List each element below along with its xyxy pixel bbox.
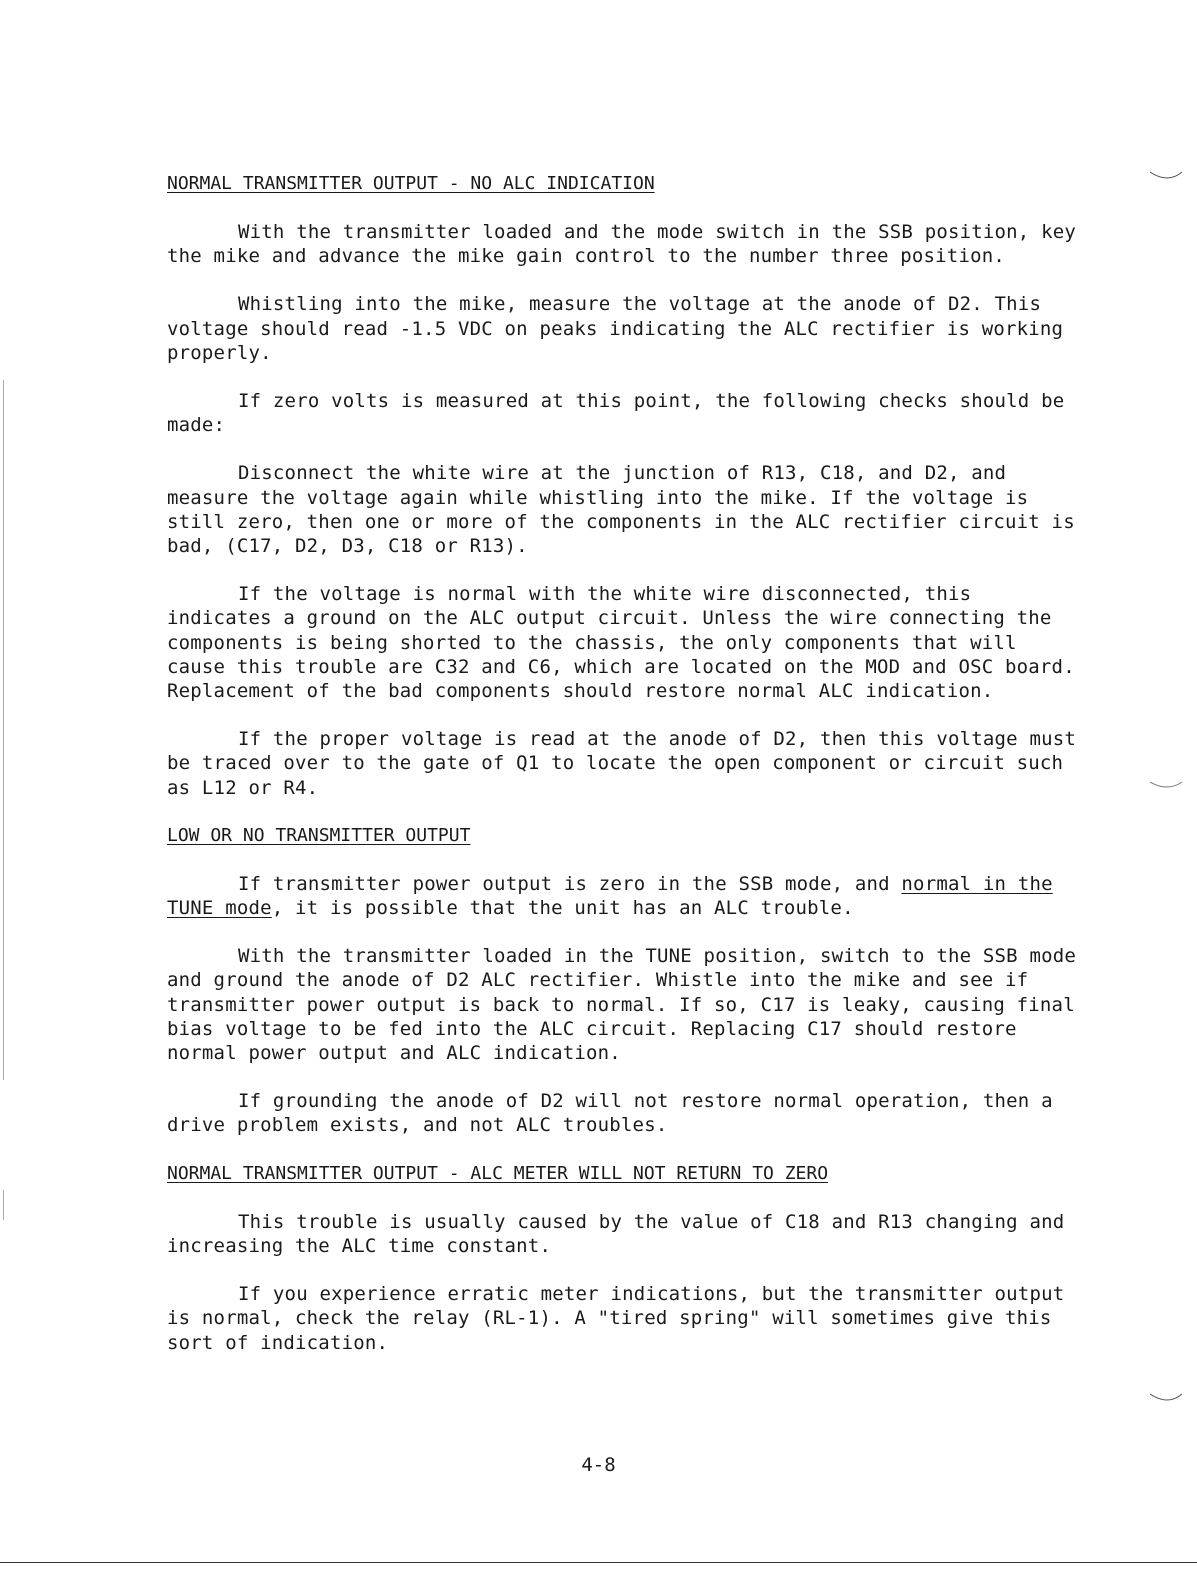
paragraph: If grounding the anode of D2 will not restore normal operation, then a drive problem exists, and not ALC troubles. xyxy=(167,1090,1053,1137)
scan-artifact-icon xyxy=(1150,170,1184,182)
paragraph-text: , it is possible that the unit has an ALC trouble. xyxy=(271,897,854,920)
paragraph: With the transmitter loaded in the TUNE position, switch to the SSB mode and ground the anode of D2 ALC rectifier. Whistle into the mike and see if transmitter power output is back to normal. If so, C17 is leaky, causing final bias voltage to be fed into the ALC circuit. Replacing C17 should restore normal power output and ALC indication. xyxy=(167,945,1077,1065)
section-heading-no-alc-indication: NORMAL TRANSMITTER OUTPUT - NO ALC INDICATION xyxy=(167,173,655,194)
paragraph: This trouble is usually caused by the value of C18 and R13 changing and increasing the ALC time constant. xyxy=(167,1210,1065,1257)
paragraph: If the proper voltage is read at the anode of D2, then this voltage must be traced over to the gate of Q1 to locate the open component or circuit such as L12 or R4. xyxy=(167,728,1077,799)
section-heading-low-or-no-output: LOW OR NO TRANSMITTER OUTPUT xyxy=(167,824,471,846)
paragraph: Whistling into the mike, measure the voltage at the anode of D2. This voltage should read -1.5 VDC on peaks indicating the ALC rectifier is working properly. xyxy=(167,293,1064,364)
scan-artifact-icon xyxy=(1150,1392,1184,1404)
scan-artifact-icon xyxy=(1150,780,1184,792)
paragraph-text: If transmitter power output is zero in the SSB mode, and xyxy=(238,872,902,895)
section-heading-alc-meter-not-zero: NORMAL TRANSMITTER OUTPUT - ALC METER WILL NOT RETURN TO ZERO xyxy=(167,1162,829,1184)
page-content xyxy=(167,172,1082,1355)
page-number: 4-8 xyxy=(581,1454,616,1476)
paragraph: If the voltage is normal with the white wire disconnected, this indicates a ground on the ALC output circuit. Unless the wire connecting the components is being shorted to the chassis, the only components that will cause this trouble are C32 and C6, which are located on the MOD and OSC board. Replacement of the bad components should restore normal ALC indication. xyxy=(167,583,1075,703)
page-bottom-edge xyxy=(0,1562,1197,1563)
scan-margin-line xyxy=(3,1190,4,1220)
paragraph: Disconnect the white wire at the junction of R13, C18, and D2, and measure the voltage again while whistling into the mike. If the voltage is still zero, then one or more of the components in the ALC rectifier circuit is bad, (C17, D2, D3, C18 or R13). xyxy=(167,462,1075,558)
paragraph xyxy=(167,872,1082,920)
paragraph: With the transmitter loaded and the mode switch in the SSB position, key the mike and advance the mike gain control to the number three position. xyxy=(167,221,1077,268)
underlined-phrase: normal in the TUNE mode xyxy=(167,872,1053,920)
scan-margin-line xyxy=(3,380,4,1080)
paragraph: If you experience erratic meter indications, but the transmitter output is normal, check the relay (RL-1). A "tired spring" will sometimes give this sort of indication. xyxy=(167,1283,1065,1354)
paragraph: If zero volts is measured at this point, the following checks should be made: xyxy=(167,390,1065,437)
